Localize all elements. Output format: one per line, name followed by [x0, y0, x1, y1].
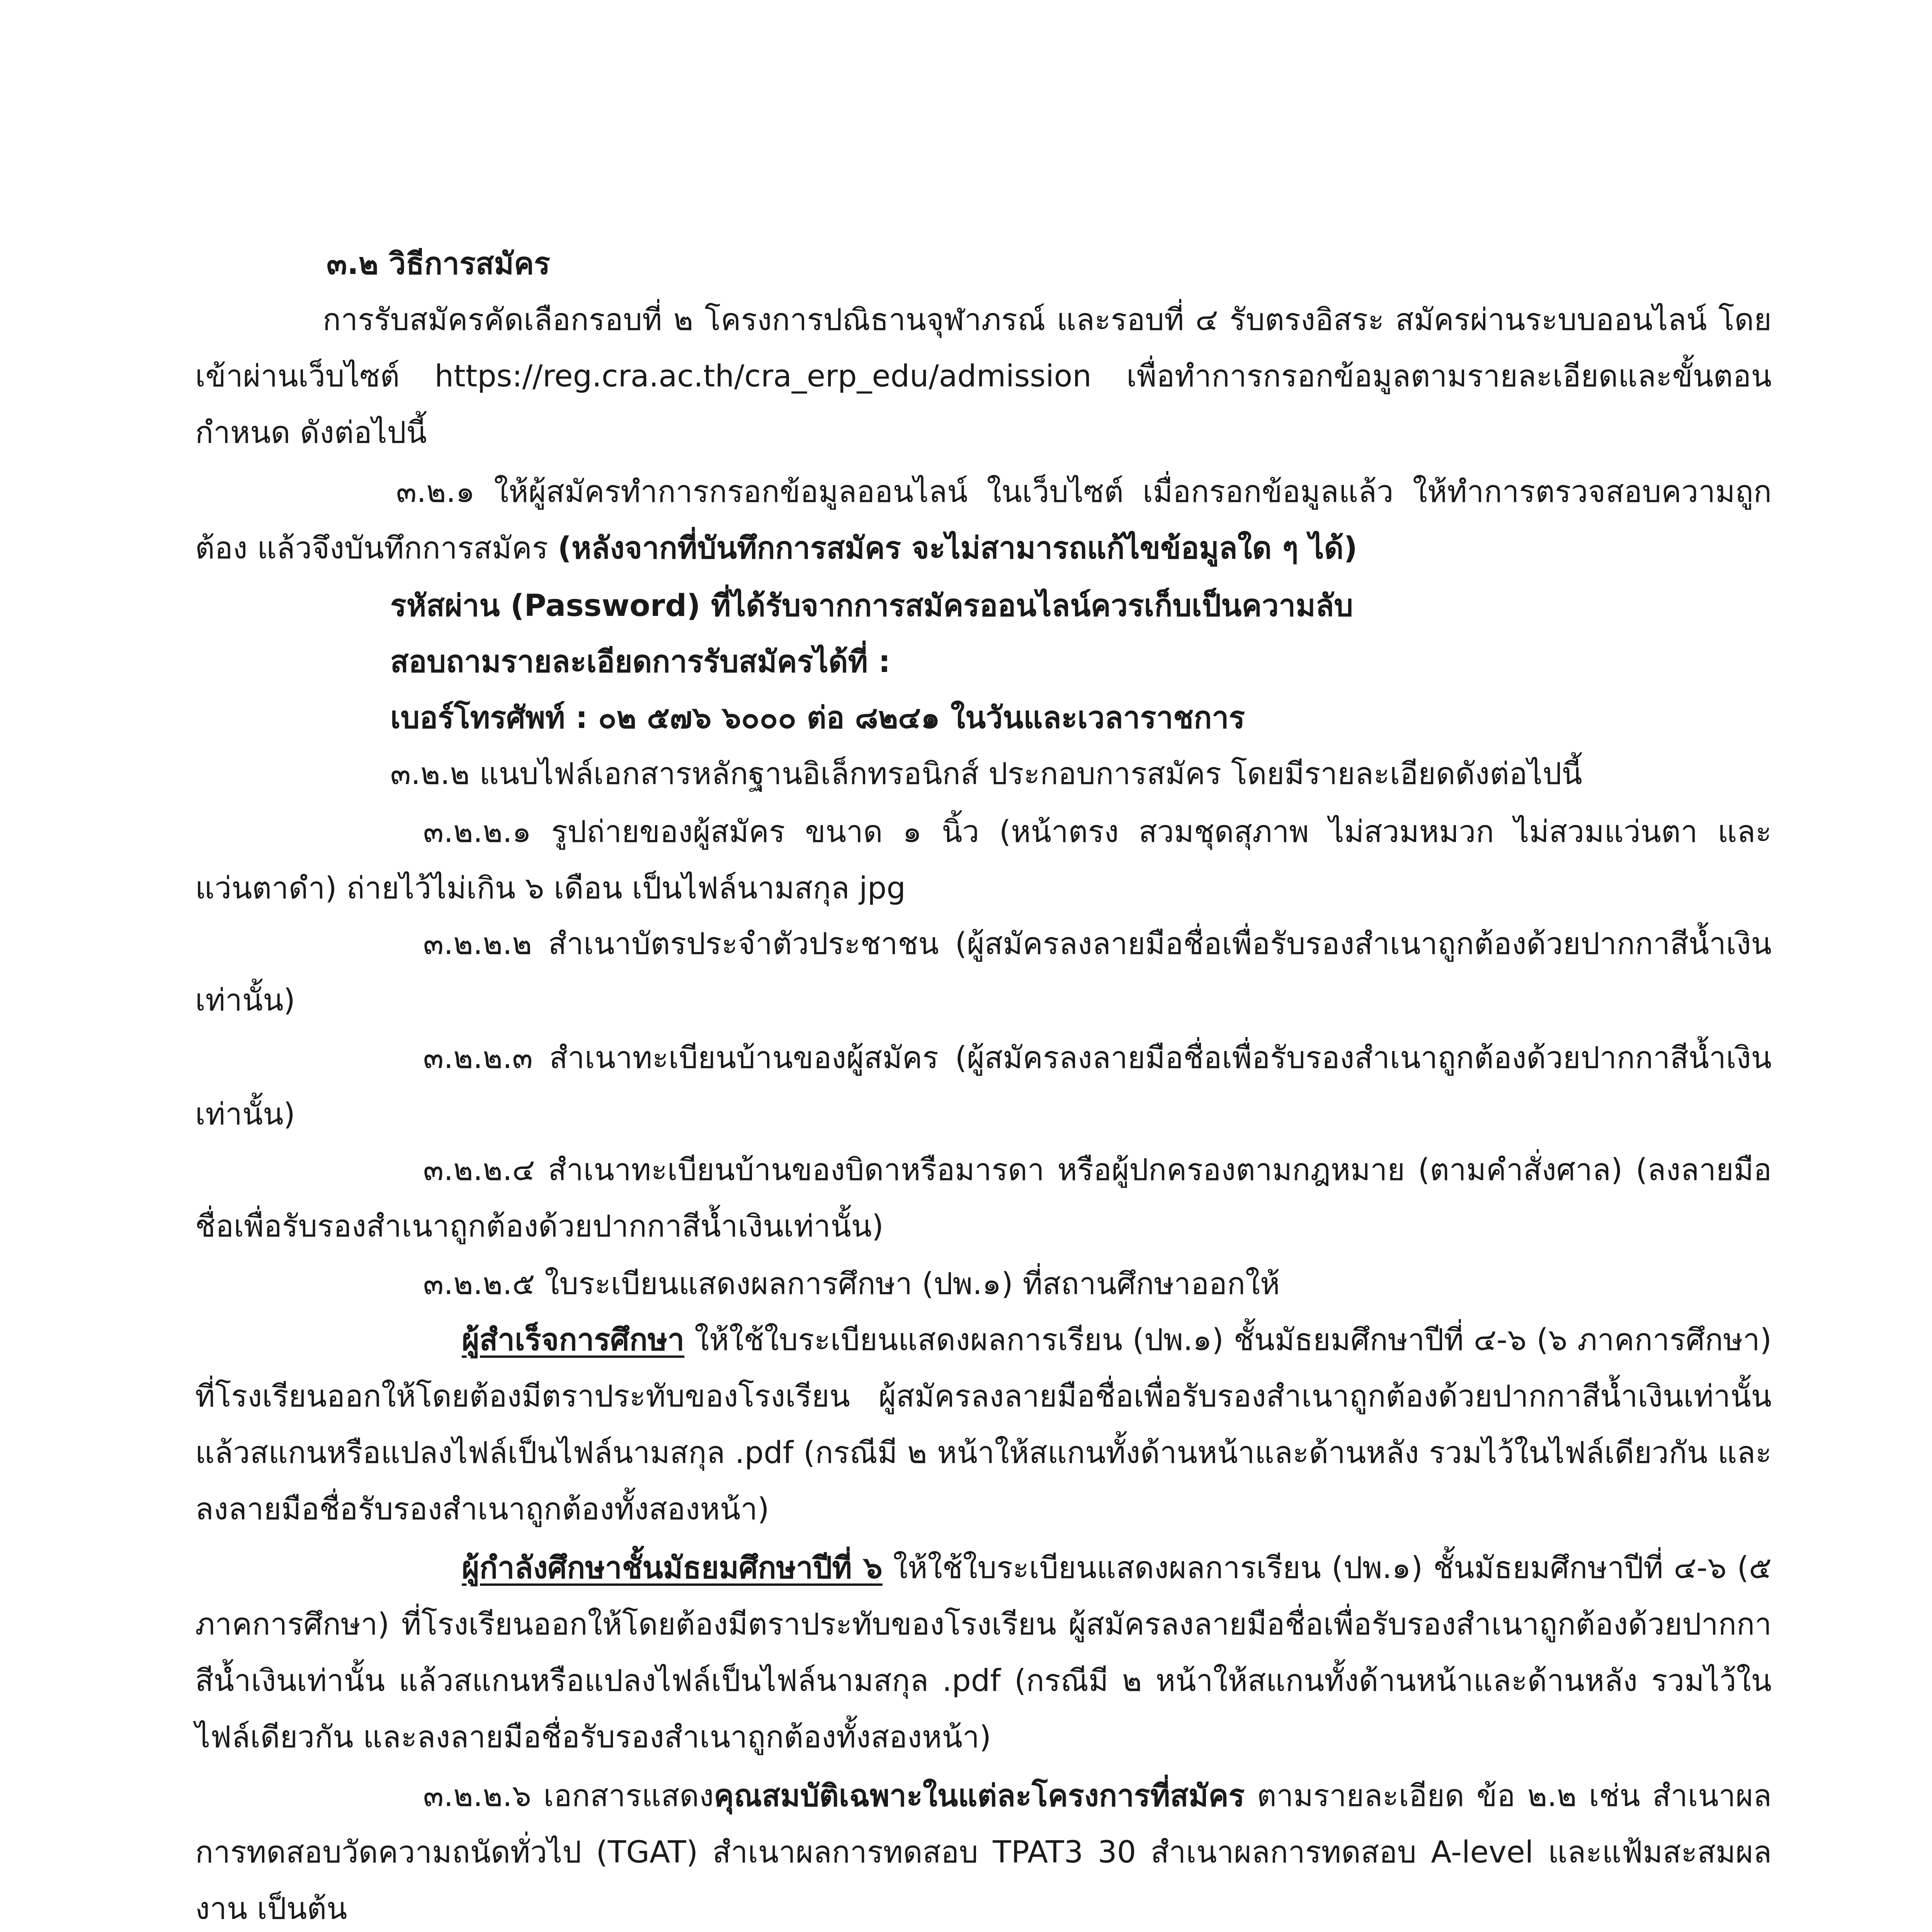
item-3-2-1 — [195, 464, 1772, 577]
item-3-2-2-2: ๓.๒.๒.๒ สำเนาบัตรประจำตัวประชาชน (ผู้สมัครลงลายมือชื่อเพื่อรับรองสำเนาถูกต้องด้วยปากกาสีน้ำเงินเท่านั้น) — [195, 927, 1772, 1018]
item-3-2-2-5: ๓.๒.๒.๕ ใบระเบียนแสดงผลการศึกษา (ปพ.๑) ที่สถานศึกษาออกให้ — [423, 1267, 1280, 1301]
item-3-2-2-6-pre: ๓.๒.๒.๖ เอกสารแสดง — [423, 1779, 714, 1813]
graduates-label: ผู้สำเร็จการศึกษา — [462, 1323, 685, 1357]
inquiry-label: สอบถามรายละเอียดการรับสมัครได้ที่ : — [390, 645, 891, 679]
item-3-2-1-warning: (หลังจากที่บันทึกการสมัคร จะไม่สามารถแก้ไขข้อมูลใด ๆ ได้) — [558, 531, 1357, 566]
item-3-2-2-6-bold: คุณสมบัติเฉพาะในแต่ละโครงการที่สมัคร — [714, 1779, 1245, 1813]
item-3-2-1-text: ๓.๒.๑ ให้ผู้สมัครทำการกรอกข้อมูลออนไลน์ ในเว็บไซต์ เมื่อกรอกข้อมูลแล้ว ให้ทำการตรวจสอบความถูกต้อง แล้วจึงบันทึกการสมัคร — [195, 474, 1772, 566]
current-students-text: ให้ใช้ใบระเบียนแสดงผลการเรียน (ปพ.๑) ชั้นมัธยมศึกษาปีที่ ๔-๖ (๕ ภาคการศึกษา) ที่โรงเรียนออกให้โดยต้องมีตราประทับของโรงเรียน ผู้สมัครลงลายมือชื่อเพื่อรับรองสำเนาถูกต้องด้วยปากกาสีน้ำเงินเท่านั้น แล้วสแกนหรือแปลงไฟล์เป็นไฟล์นามสกุล .pdf (กรณีมี ๒ หน้าให้สแกนทั้งด้านหน้าและด้านหลัง รวมไว้ในไฟล์เดียวกัน และลงลายมือชื่อรับรองสำเนาถูกต้องทั้งสองหน้า) — [195, 1551, 1772, 1755]
intro-paragraph: การรับสมัครคัดเลือกรอบที่ ๒ โครงการปณิธานจุฬาภรณ์ และรอบที่ ๔ รับตรงอิสระ สมัครผ่านระบบออนไลน์ โดยเข้าผ่านเว็บไซต์ https://reg.cra.ac.th/cra_erp_edu/admission เพื่อทำการกรอกข้อมูลตามรายละเอียดและขั้นตอนกำหนด ดังต่อไปนี้ — [195, 303, 1772, 450]
item-3-2-2-6-post: ตามรายละเอียด ข้อ ๒.๒ เช่น สำเนาผลการทดสอบวัดความถนัดทั่วไป (TGAT) สำเนาผลการทดสอบ TPAT3 30 สำเนาผลการทดสอบ A-level และแฟ้มสะสมผลงาน เป็นต้น — [195, 1779, 1772, 1926]
item-3-2-2-1: ๓.๒.๒.๑ รูปถ่ายของผู้สมัคร ขนาด ๑ นิ้ว (หน้าตรง สวมชุดสุภาพ ไม่สวมหมวก ไม่สวมแว่นตา และแว่นตาดำ) ถ่ายไว้ไม่เกิน ๖ เดือน เป็นไฟล์นามสกุล jpg — [195, 815, 1772, 906]
item-3-2-2: ๓.๒.๒ แนบไฟล์เอกสารหลักฐานอิเล็กทรอนิกส์ ประกอบการสมัคร โดยมีรายละเอียดดังต่อไปนี้ — [390, 757, 1582, 791]
current-students-label: ผู้กำลังศึกษาชั้นมัธยมศึกษาปีที่ ๖ — [462, 1551, 883, 1585]
current-students-paragraph — [195, 1540, 1772, 1765]
password-note: รหัสผ่าน (Password) ที่ได้รับจากการสมัครออนไลน์ควรเก็บเป็นความลับ — [390, 588, 1353, 623]
item-3-2-2-4: ๓.๒.๒.๔ สำเนาทะเบียนบ้านของบิดาหรือมารดา หรือผู้ปกครองตามกฎหมาย (ตามคำสั่งศาล) (ลงลายมือชื่อเพื่อรับรองสำเนาถูกต้องด้วยปากกาสีน้ำเงินเท่านั้น) — [195, 1153, 1772, 1244]
item-3-2-2-6 — [195, 1768, 1772, 1932]
graduates-text: ให้ใช้ใบระเบียนแสดงผลการเรียน (ปพ.๑) ชั้นมัธยมศึกษาปีที่ ๔-๖ (๖ ภาคการศึกษา) ที่โรงเรียนออกให้โดยต้องมีตราประทับของโรงเรียน ผู้สมัครลงลายมือชื่อเพื่อรับรองสำเนาถูกต้องด้วยปากกาสีน้ำเงินเท่านั้น แล้วสแกนหรือแปลงไฟล์เป็นไฟล์นามสกุล .pdf (กรณีมี ๒ หน้าให้สแกนทั้งด้านหน้าและด้านหลัง รวมไว้ในไฟล์เดียวกัน และลงลายมือชื่อรับรองสำเนาถูกต้องทั้งสองหน้า) — [195, 1323, 1772, 1527]
item-3-2-2-3: ๓.๒.๒.๓ สำเนาทะเบียนบ้านของผู้สมัคร (ผู้สมัครลงลายมือชื่อเพื่อรับรองสำเนาถูกต้องด้วยปากกาสีน้ำเงินเท่านั้น) — [195, 1041, 1772, 1132]
section-heading: ๓.๒ วิธีการสมัคร — [327, 247, 550, 281]
contact-phone: เบอร์โทรศัพท์ : ๐๒ ๕๗๖ ๖๐๐๐ ต่อ ๘๒๔๑ ในวันและเวลาราชการ — [390, 701, 1245, 735]
graduates-paragraph — [195, 1312, 1772, 1537]
